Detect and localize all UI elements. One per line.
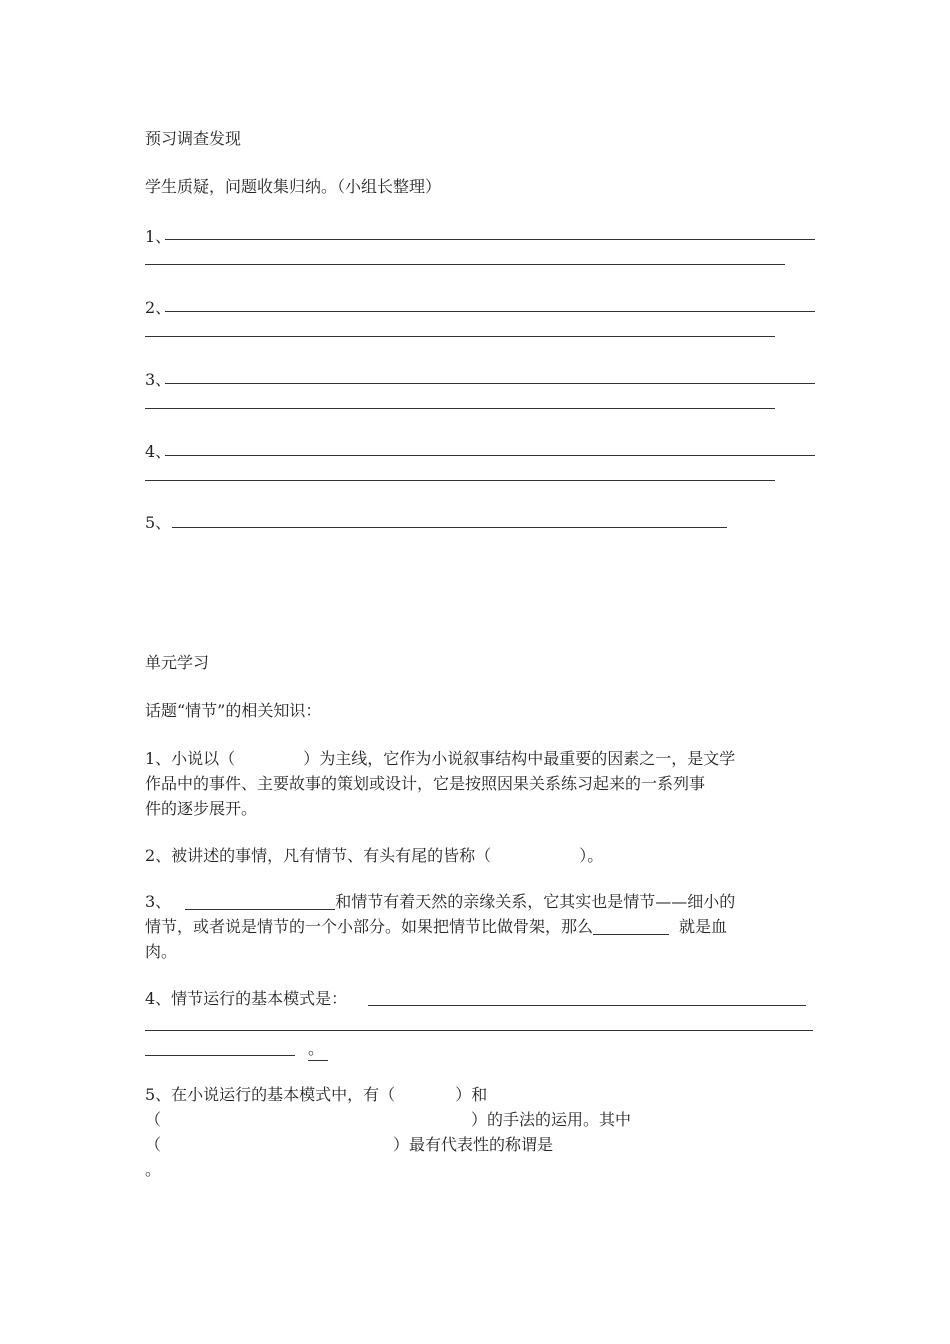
question-1-line-1: 1、小说以（ ）为主线，它作为小说叙事结构中最重要的因素之一，是文学 [145,749,736,768]
preview-item-5-label: 5、 [145,513,172,532]
question-5-line-3: （ ）最有代表性的称谓是 [145,1135,554,1154]
fill-blank[interactable] [185,893,335,910]
preview-subtitle: 学生质疑，问题收集归纳。（小组长整理） [145,177,442,196]
question-5-line-2: （ ）的手法的运用。其中 [145,1110,632,1129]
answer-line[interactable] [368,1005,806,1006]
answer-line[interactable] [145,264,785,265]
question-3-line-1: 3、 和情节有着天然的亲缘关系，它其实也是情节——细小的 [145,892,736,911]
answer-line[interactable] [165,455,815,456]
question-1-line-2: 作品中的事件、主要故事的策划或设计，它是按照因果关系练习起来的一系列事 [145,774,706,793]
answer-line[interactable] [145,408,775,409]
preview-item-4-label: 4、 [145,442,172,461]
answer-line[interactable] [145,1030,813,1031]
question-4-line-1: 4、情节运行的基本模式是： [145,989,348,1008]
question-3-line-2: 情节，或者说是情节的一个小部分。如果把情节比做骨架，那么 就是血 [145,917,728,936]
question-5-line-4: 。 [145,1160,162,1179]
answer-line[interactable] [145,336,775,337]
answer-line[interactable] [165,383,815,384]
answer-line[interactable] [165,239,815,240]
topic-heading: 话题“情节”的相关知识： [145,701,322,720]
question-3-line-3: 肉。 [145,942,178,961]
answer-line[interactable] [165,311,815,312]
question-1-line-3: 件的逐步展开。 [145,799,258,818]
section-title-unit: 单元学习 [145,653,210,672]
answer-line[interactable] [145,480,775,481]
question-2: 2、被讲述的事情，凡有情节、有头有尾的皆称（ ）。 [145,846,604,865]
question-4-end: 。 [308,1038,328,1061]
preview-item-1-label: 1、 [145,227,172,246]
question-5-line-1: 5、在小说运行的基本模式中，有（ ）和 [145,1085,488,1104]
fill-blank[interactable] [593,918,669,935]
answer-line[interactable] [172,527,727,528]
section-title-preview: 预习调查发现 [145,129,242,148]
preview-item-3-label: 3、 [145,370,172,389]
answer-line[interactable] [145,1055,295,1056]
preview-item-2-label: 2、 [145,298,172,317]
